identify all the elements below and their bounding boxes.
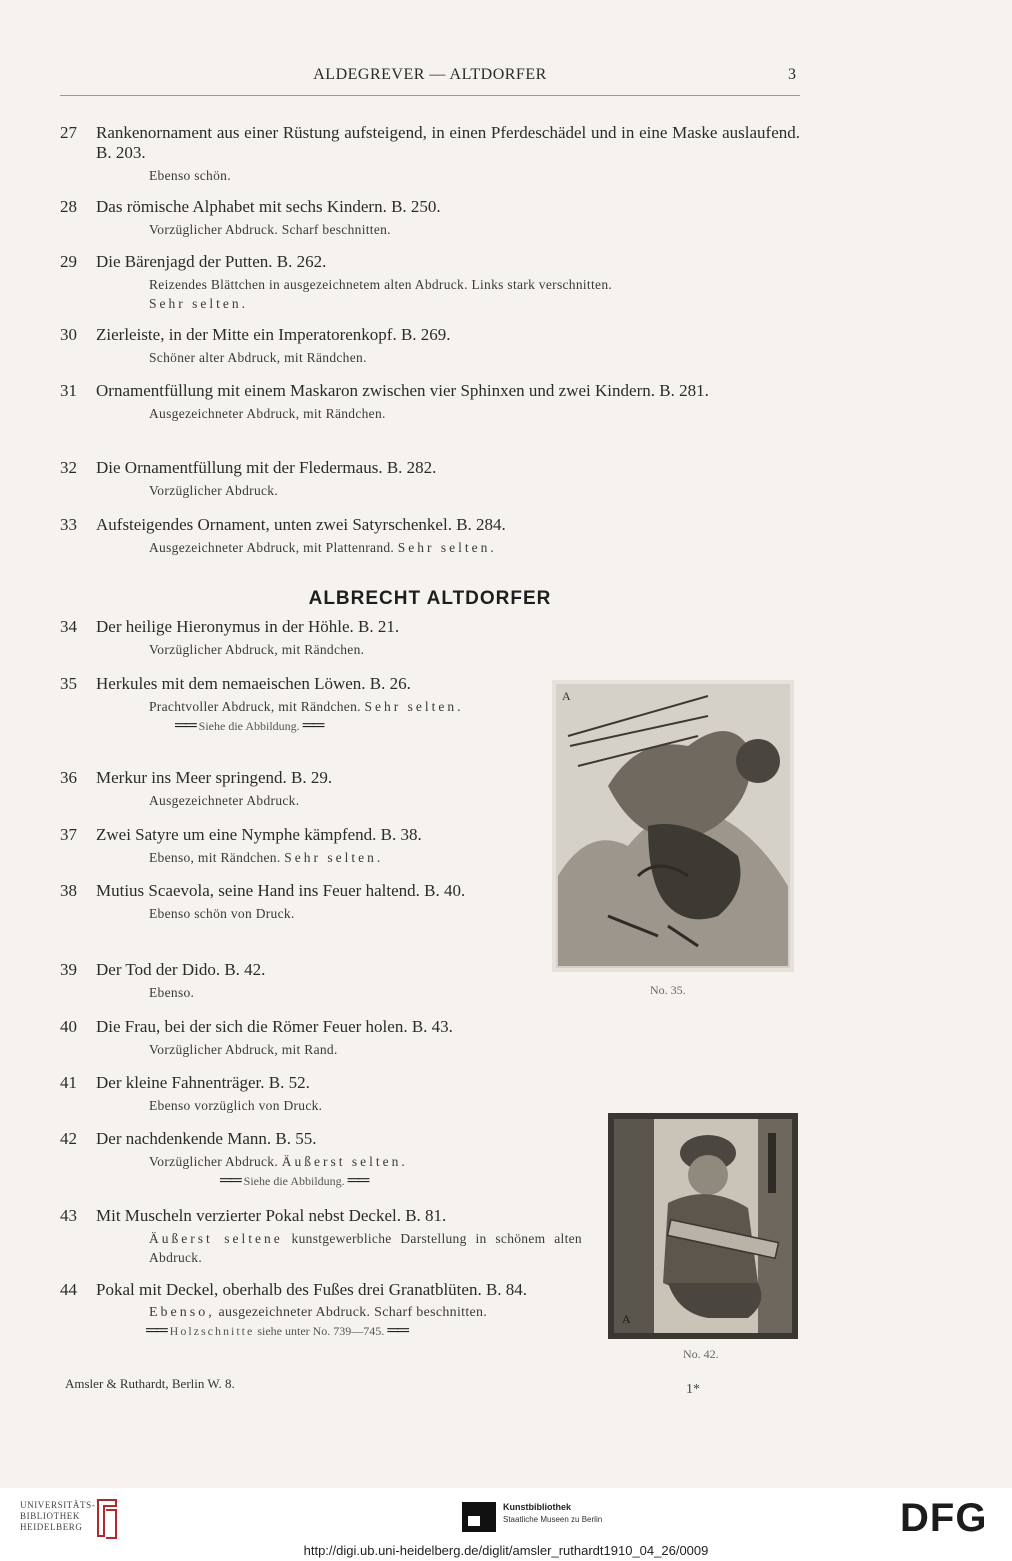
entry-title: Mit Muscheln verzierter Pokal nebst Deckel. B. 81. xyxy=(96,1206,447,1225)
entry-number: 28 xyxy=(60,197,77,216)
double-rule-left: ══ xyxy=(175,717,196,734)
entry-title: Ornamentfüllung mit einem Maskaron zwischen vier Sphinxen und zwei Kindern. B. 281. xyxy=(96,381,709,400)
entry-note: Schöner alter Abdruck, mit Rändchen. xyxy=(149,350,367,365)
catalog-entry-38 xyxy=(60,881,520,923)
section-heading: ALBRECHT ALTDORFER xyxy=(308,588,552,609)
catalog-entry-37 xyxy=(60,825,530,867)
double-rule-right: ══ xyxy=(302,717,324,734)
entry-title: Merkur ins Meer springend. B. 29. xyxy=(96,768,333,787)
catalog-entry-42 xyxy=(60,1129,580,1190)
entry-note: Vorzüglicher Abdruck. Scharf beschnitten. xyxy=(149,222,391,237)
page-number: 3 xyxy=(788,66,796,83)
svg-text:A: A xyxy=(562,689,571,703)
signature-mark: 1* xyxy=(686,1382,700,1397)
university-line-2: BIBLIOTHEK xyxy=(20,1511,80,1521)
entry-title: Die Ornamentfüllung mit der Fledermaus. B. 282. xyxy=(96,458,437,477)
woodcut-reference xyxy=(146,1322,582,1340)
plate-caption-35: No. 35. xyxy=(650,983,686,997)
entry-note-emphasis: Sehr selten. xyxy=(397,540,497,555)
entry-number: 42 xyxy=(60,1129,77,1148)
entry-title: Die Frau, bei der sich die Römer Feuer holen. B. 43. xyxy=(96,1017,453,1036)
catalog-entry-34 xyxy=(60,617,530,659)
university-library-label xyxy=(20,1500,95,1533)
entry-note-emphasis: Sehr selten. xyxy=(284,850,384,865)
plate-caption-42: No. 42. xyxy=(683,1347,719,1361)
entry-title: Der kleine Fahnenträger. B. 52. xyxy=(96,1073,310,1092)
entry-title: Mutius Scaevola, seine Hand ins Feuer haltend. B. 40. xyxy=(96,881,466,900)
entry-note-text: Ebenso, mit Rändchen. xyxy=(149,850,281,865)
catalog-entry-31 xyxy=(60,381,800,423)
double-rule-right: ══ xyxy=(347,1172,369,1189)
catalog-entry-39 xyxy=(60,960,530,1002)
entry-number: 34 xyxy=(60,617,77,636)
catalog-entry-29 xyxy=(60,252,810,313)
entry-note-emphasis: Sehr selten. xyxy=(364,699,464,714)
entry-title: Das römische Alphabet mit sechs Kindern. B. 250. xyxy=(96,197,441,216)
entry-number: 43 xyxy=(60,1206,77,1225)
museum-name: Staatliche Museen zu Berlin xyxy=(503,1515,603,1524)
permalink-url[interactable]: http://digi.ub.uni-heidelberg.de/diglit/amsler_ruthardt1910_04_26/0009 xyxy=(303,1543,709,1558)
entry-note: Vorzüglicher Abdruck, mit Rändchen. xyxy=(149,642,365,657)
catalog-entry-35 xyxy=(60,674,530,735)
catalog-entry-43 xyxy=(60,1206,582,1267)
university-line-3: HEIDELBERG xyxy=(20,1522,83,1532)
running-header: ALDEGREVER — ALTDORFER xyxy=(313,66,547,83)
publisher-imprint: Amsler & Ruthardt, Berlin W. 8. xyxy=(65,1376,235,1391)
university-line-1: UNIVERSITÄTS- xyxy=(20,1500,96,1510)
entry-note xyxy=(149,538,800,557)
catalog-entry-41 xyxy=(60,1073,580,1115)
entry-number: 27 xyxy=(60,123,77,142)
dfg-logo: DFG xyxy=(900,1496,988,1540)
entry-number: 37 xyxy=(60,825,77,844)
entry-note: Vorzüglicher Abdruck, mit Rand. xyxy=(149,1042,338,1057)
engraving-thinking-man xyxy=(608,1113,798,1339)
see-illustration xyxy=(175,717,530,735)
entry-note xyxy=(149,848,530,867)
entry-number: 31 xyxy=(60,381,77,400)
woodcut-reference-text: siehe unter No. 739—745. xyxy=(257,1324,385,1338)
entry-note xyxy=(149,275,810,313)
header-rule xyxy=(60,95,800,96)
entry-note-text: Reizendes Blättchen in ausgezeichnetem alten Abdruck. Links stark verschnitten. xyxy=(149,277,613,292)
entry-number: 33 xyxy=(60,515,77,534)
double-rule-left: ══ xyxy=(220,1172,241,1189)
entry-number: 39 xyxy=(60,960,77,979)
entry-title: Der nachdenkende Mann. B. 55. xyxy=(96,1129,317,1148)
see-illustration-text: Siehe die Abbildung. xyxy=(243,1174,345,1188)
entry-note-text: Vorzüglicher Abdruck. xyxy=(149,1154,279,1169)
woodcut-label: Holzschnitte xyxy=(169,1324,255,1338)
see-illustration-text: Siehe die Abbildung. xyxy=(198,719,300,733)
entry-number: 30 xyxy=(60,325,77,344)
entry-note xyxy=(149,1229,582,1267)
catalog-entry-32 xyxy=(60,458,800,500)
entry-note-text: ausgezeichneter Abdruck. Scharf beschnitten. xyxy=(218,1305,488,1320)
catalog-entry-36 xyxy=(60,768,530,810)
entry-note xyxy=(149,1152,580,1171)
entry-number: 29 xyxy=(60,252,77,271)
entry-title: Die Bärenjagd der Putten. B. 262. xyxy=(96,252,327,271)
entry-title: Zwei Satyre um eine Nymphe kämpfend. B. 38. xyxy=(96,825,422,844)
entry-title: Pokal mit Deckel, oberhalb des Fußes drei Granatblüten. B. 84. xyxy=(96,1280,528,1299)
entry-note: Ebenso schön von Druck. xyxy=(149,906,295,921)
entry-note: Ebenso schön. xyxy=(149,168,231,183)
entry-title: Rankenornament aus einer Rüstung aufsteigend, in einen Pferdeschädel und in eine Maske auslaufend. B. 203. xyxy=(96,123,800,162)
entry-number: 44 xyxy=(60,1280,77,1299)
entry-note xyxy=(149,697,522,716)
catalog-entry-40 xyxy=(60,1017,800,1059)
entry-title: Zierleiste, in der Mitte ein Imperatorenkopf. B. 269. xyxy=(96,325,451,344)
entry-note-emphasis: Äußerst selten. xyxy=(281,1154,408,1169)
entry-note-emphasis: Sehr selten. xyxy=(149,296,248,311)
double-rule-right: ══ xyxy=(387,1322,408,1339)
entry-note-emphasis: Ebenso, xyxy=(149,1305,215,1320)
entry-title: Herkules mit dem nemaeischen Löwen. B. 26. xyxy=(96,674,411,693)
entry-note: Ausgezeichneter Abdruck, mit Rändchen. xyxy=(149,406,386,421)
digital-library-footer xyxy=(0,1488,1012,1561)
entry-note xyxy=(149,1303,582,1322)
catalog-entry-44 xyxy=(60,1280,582,1340)
entry-title: Aufsteigendes Ornament, unten zwei Satyrschenkel. B. 284. xyxy=(96,515,506,534)
catalog-entry-27 xyxy=(60,123,800,185)
entry-number: 41 xyxy=(60,1073,77,1092)
entry-note: Vorzüglicher Abdruck. xyxy=(149,483,279,498)
entry-note-text: Ausgezeichneter Abdruck, mit Plattenrand. xyxy=(149,540,395,555)
entry-note: Ausgezeichneter Abdruck. xyxy=(149,793,300,808)
entry-number: 38 xyxy=(60,881,77,900)
entry-number: 32 xyxy=(60,458,77,477)
entry-note: Ebenso. xyxy=(149,985,195,1000)
entry-note-text: kunstgewerbliche Darstellung in schönem alten Abdruck. xyxy=(149,1231,582,1265)
entry-number: 40 xyxy=(60,1017,77,1036)
double-rule-left: ══ xyxy=(146,1322,167,1339)
catalog-entry-33 xyxy=(60,515,800,557)
engraving-hercules-lion xyxy=(548,676,798,976)
entry-note: Ebenso vorzüglich von Druck. xyxy=(149,1098,323,1113)
heidelberg-logo-icon xyxy=(92,1496,122,1542)
catalog-entry-30 xyxy=(60,325,800,367)
catalog-entry-28 xyxy=(60,197,800,239)
kunstbibliothek-name: Kunstbibliothek xyxy=(503,1502,571,1512)
kunstbibliothek-logo-icon xyxy=(462,1502,496,1532)
entry-number: 36 xyxy=(60,768,77,787)
entry-title: Der Tod der Dido. B. 42. xyxy=(96,960,266,979)
svg-text:A: A xyxy=(622,1312,631,1326)
entry-note-emphasis: Äußerst seltene xyxy=(149,1231,283,1246)
entry-note-text: Prachtvoller Abdruck, mit Rändchen. xyxy=(149,699,361,714)
entry-number: 35 xyxy=(60,674,77,693)
see-illustration xyxy=(220,1172,580,1190)
entry-title: Der heilige Hieronymus in der Höhle. B. 21. xyxy=(96,617,400,636)
